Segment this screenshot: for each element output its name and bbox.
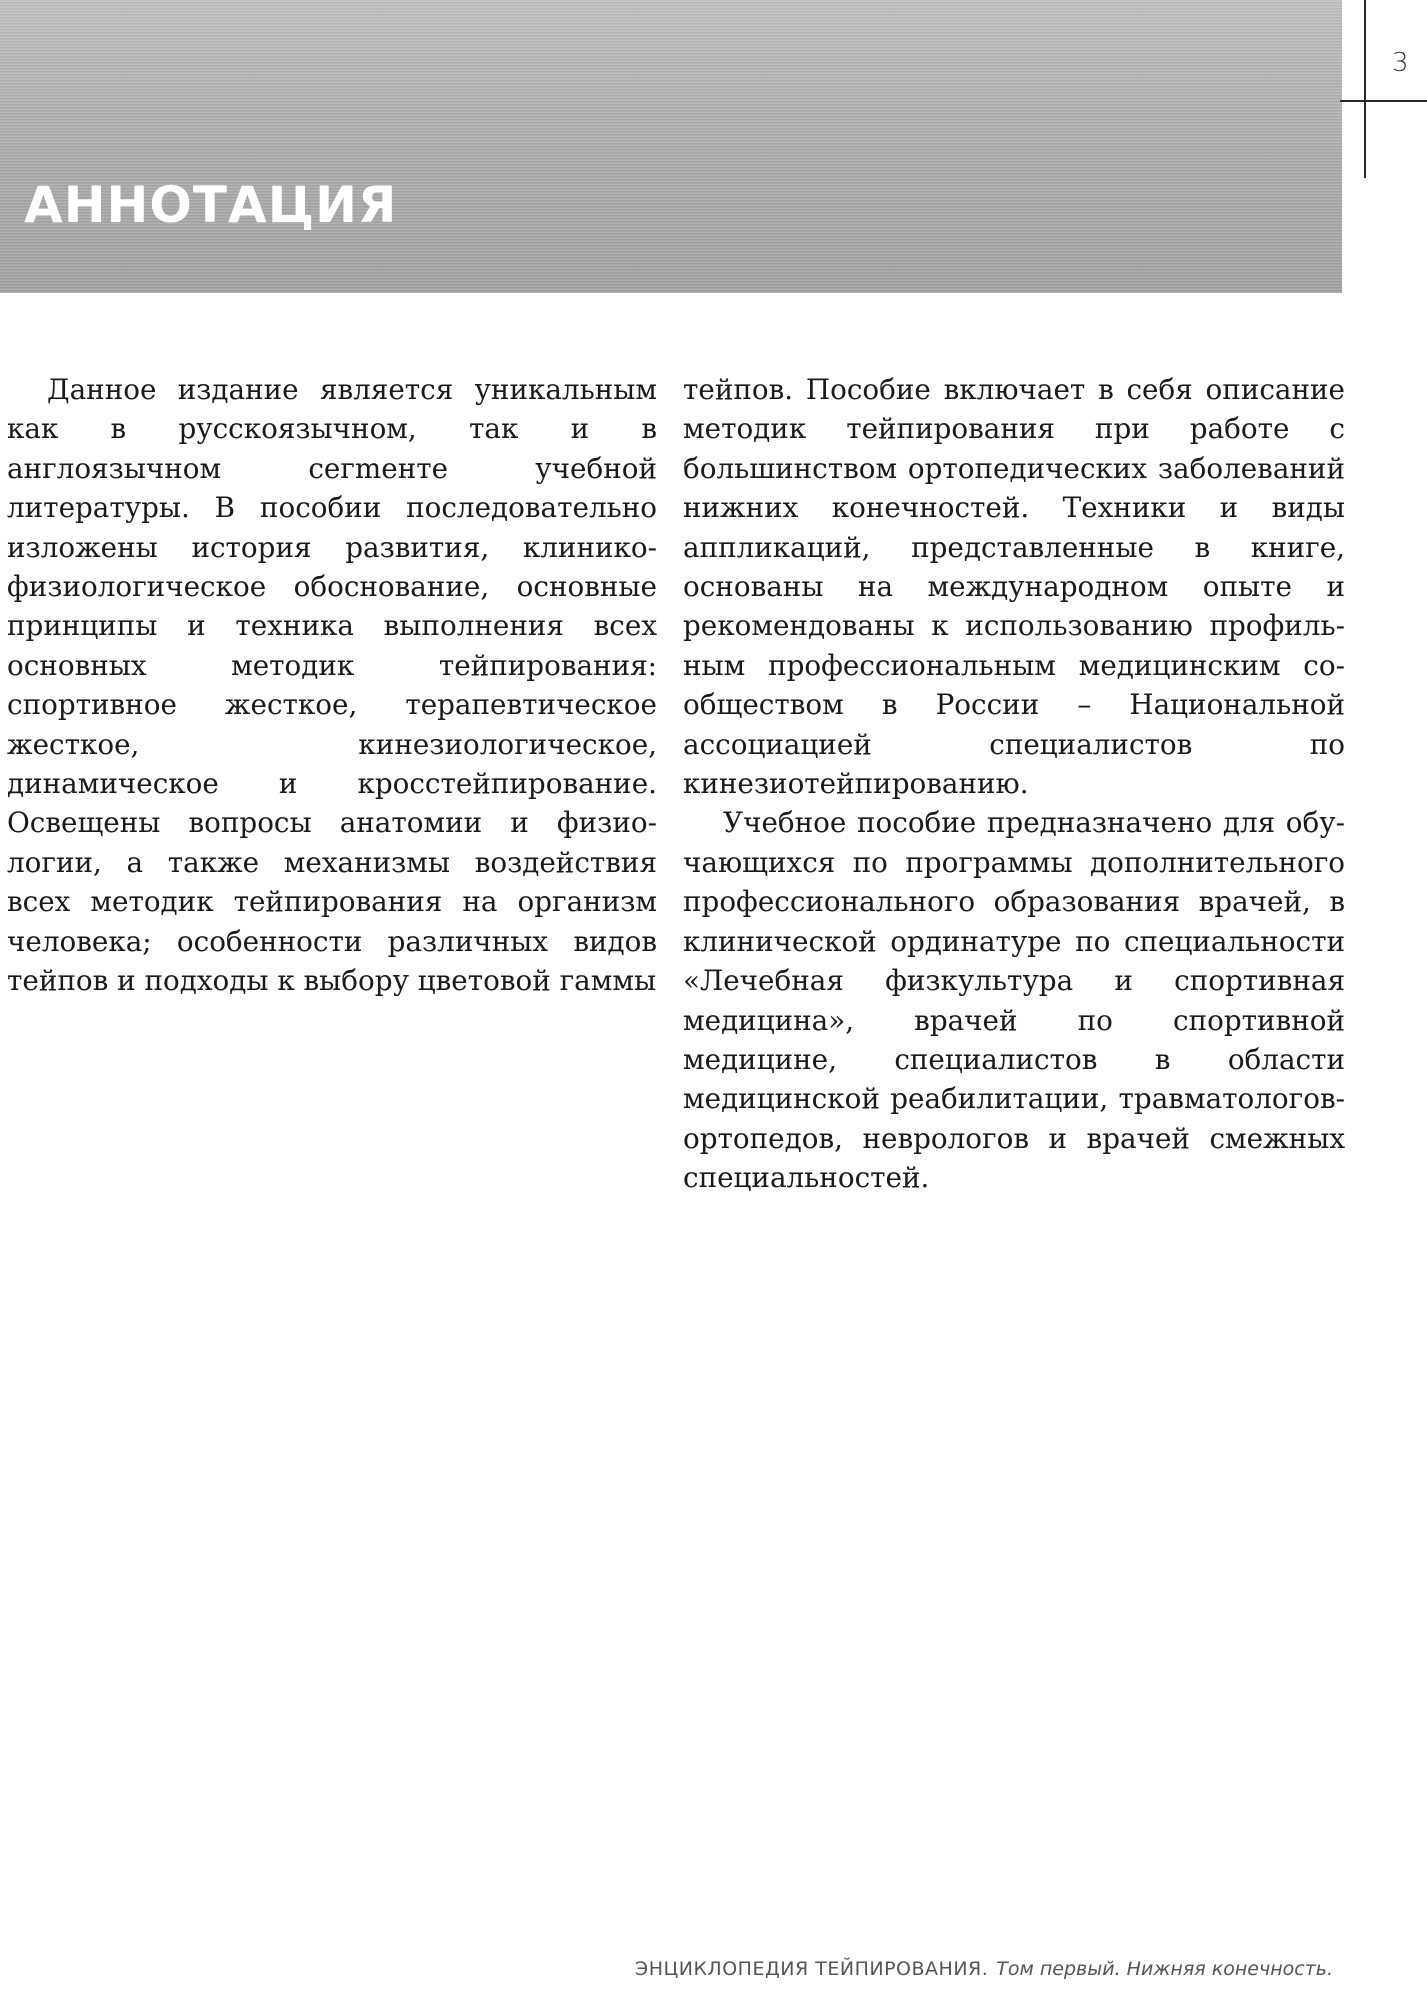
crop-mark-horizontal xyxy=(1340,100,1427,102)
left-column xyxy=(7,370,657,1001)
right-column xyxy=(683,370,1345,1198)
annotation-paragraph-1: Данное издание является уникальным как в русскоязычном, так и в англоязычном сегmенте учебной литературы. В пособии последовательно изложены история развития, клинико-физиологическое обоснование, основные принципы и техника выполнения всех основных методик тейпирования: спортивное жесткое, терапевтическое жесткое, кинезиологическое, динамическое и кросстейпирование. Освещены вопросы анатомии и физиологии, а также механизмы воздействия всех методик тейпирования на организм человека; особенности различных видов тейпов и подходы к выбору цветовой гаммы xyxy=(7,373,657,998)
annotation-paragraph-1-continued: тейпов. Пособие включает в себя описание методик тейпирования при работе с большинством ортопедических заболеваний нижних конечностей. Техники и виды аппликаций, представленные в книге, основаны на международном опыте и рекомендованы к использованию профильным профессиональным медицинским сообществом в России – Национальной ассоциацией специалистов по кинезиотейпированию. xyxy=(683,373,1345,801)
header-band xyxy=(0,0,1342,293)
page-number: 3 xyxy=(1392,48,1409,78)
annotation-paragraph-2: Учебное пособие предназначено для обучающихся по программы дополнительного профессионального образования врачей, в клинической ординатуре по специальности «Лечебная физкультура и спортивная медицина», врачей по спортивной медицине, специалистов в области медицинской реабилитации, травматологов-ортопедов, неврологов и врачей смежных специальностей. xyxy=(683,806,1345,1195)
crop-mark-vertical xyxy=(1364,0,1366,178)
page-title: АННОТАЦИЯ xyxy=(24,176,398,234)
footer-series-title: ЭНЦИКЛОПЕДИЯ ТЕЙПИРОВАНИЯ. xyxy=(634,1958,989,1980)
footer-volume-title: Том первый. Нижняя конечность. xyxy=(996,1958,1333,1980)
running-footer xyxy=(635,1960,1333,1979)
